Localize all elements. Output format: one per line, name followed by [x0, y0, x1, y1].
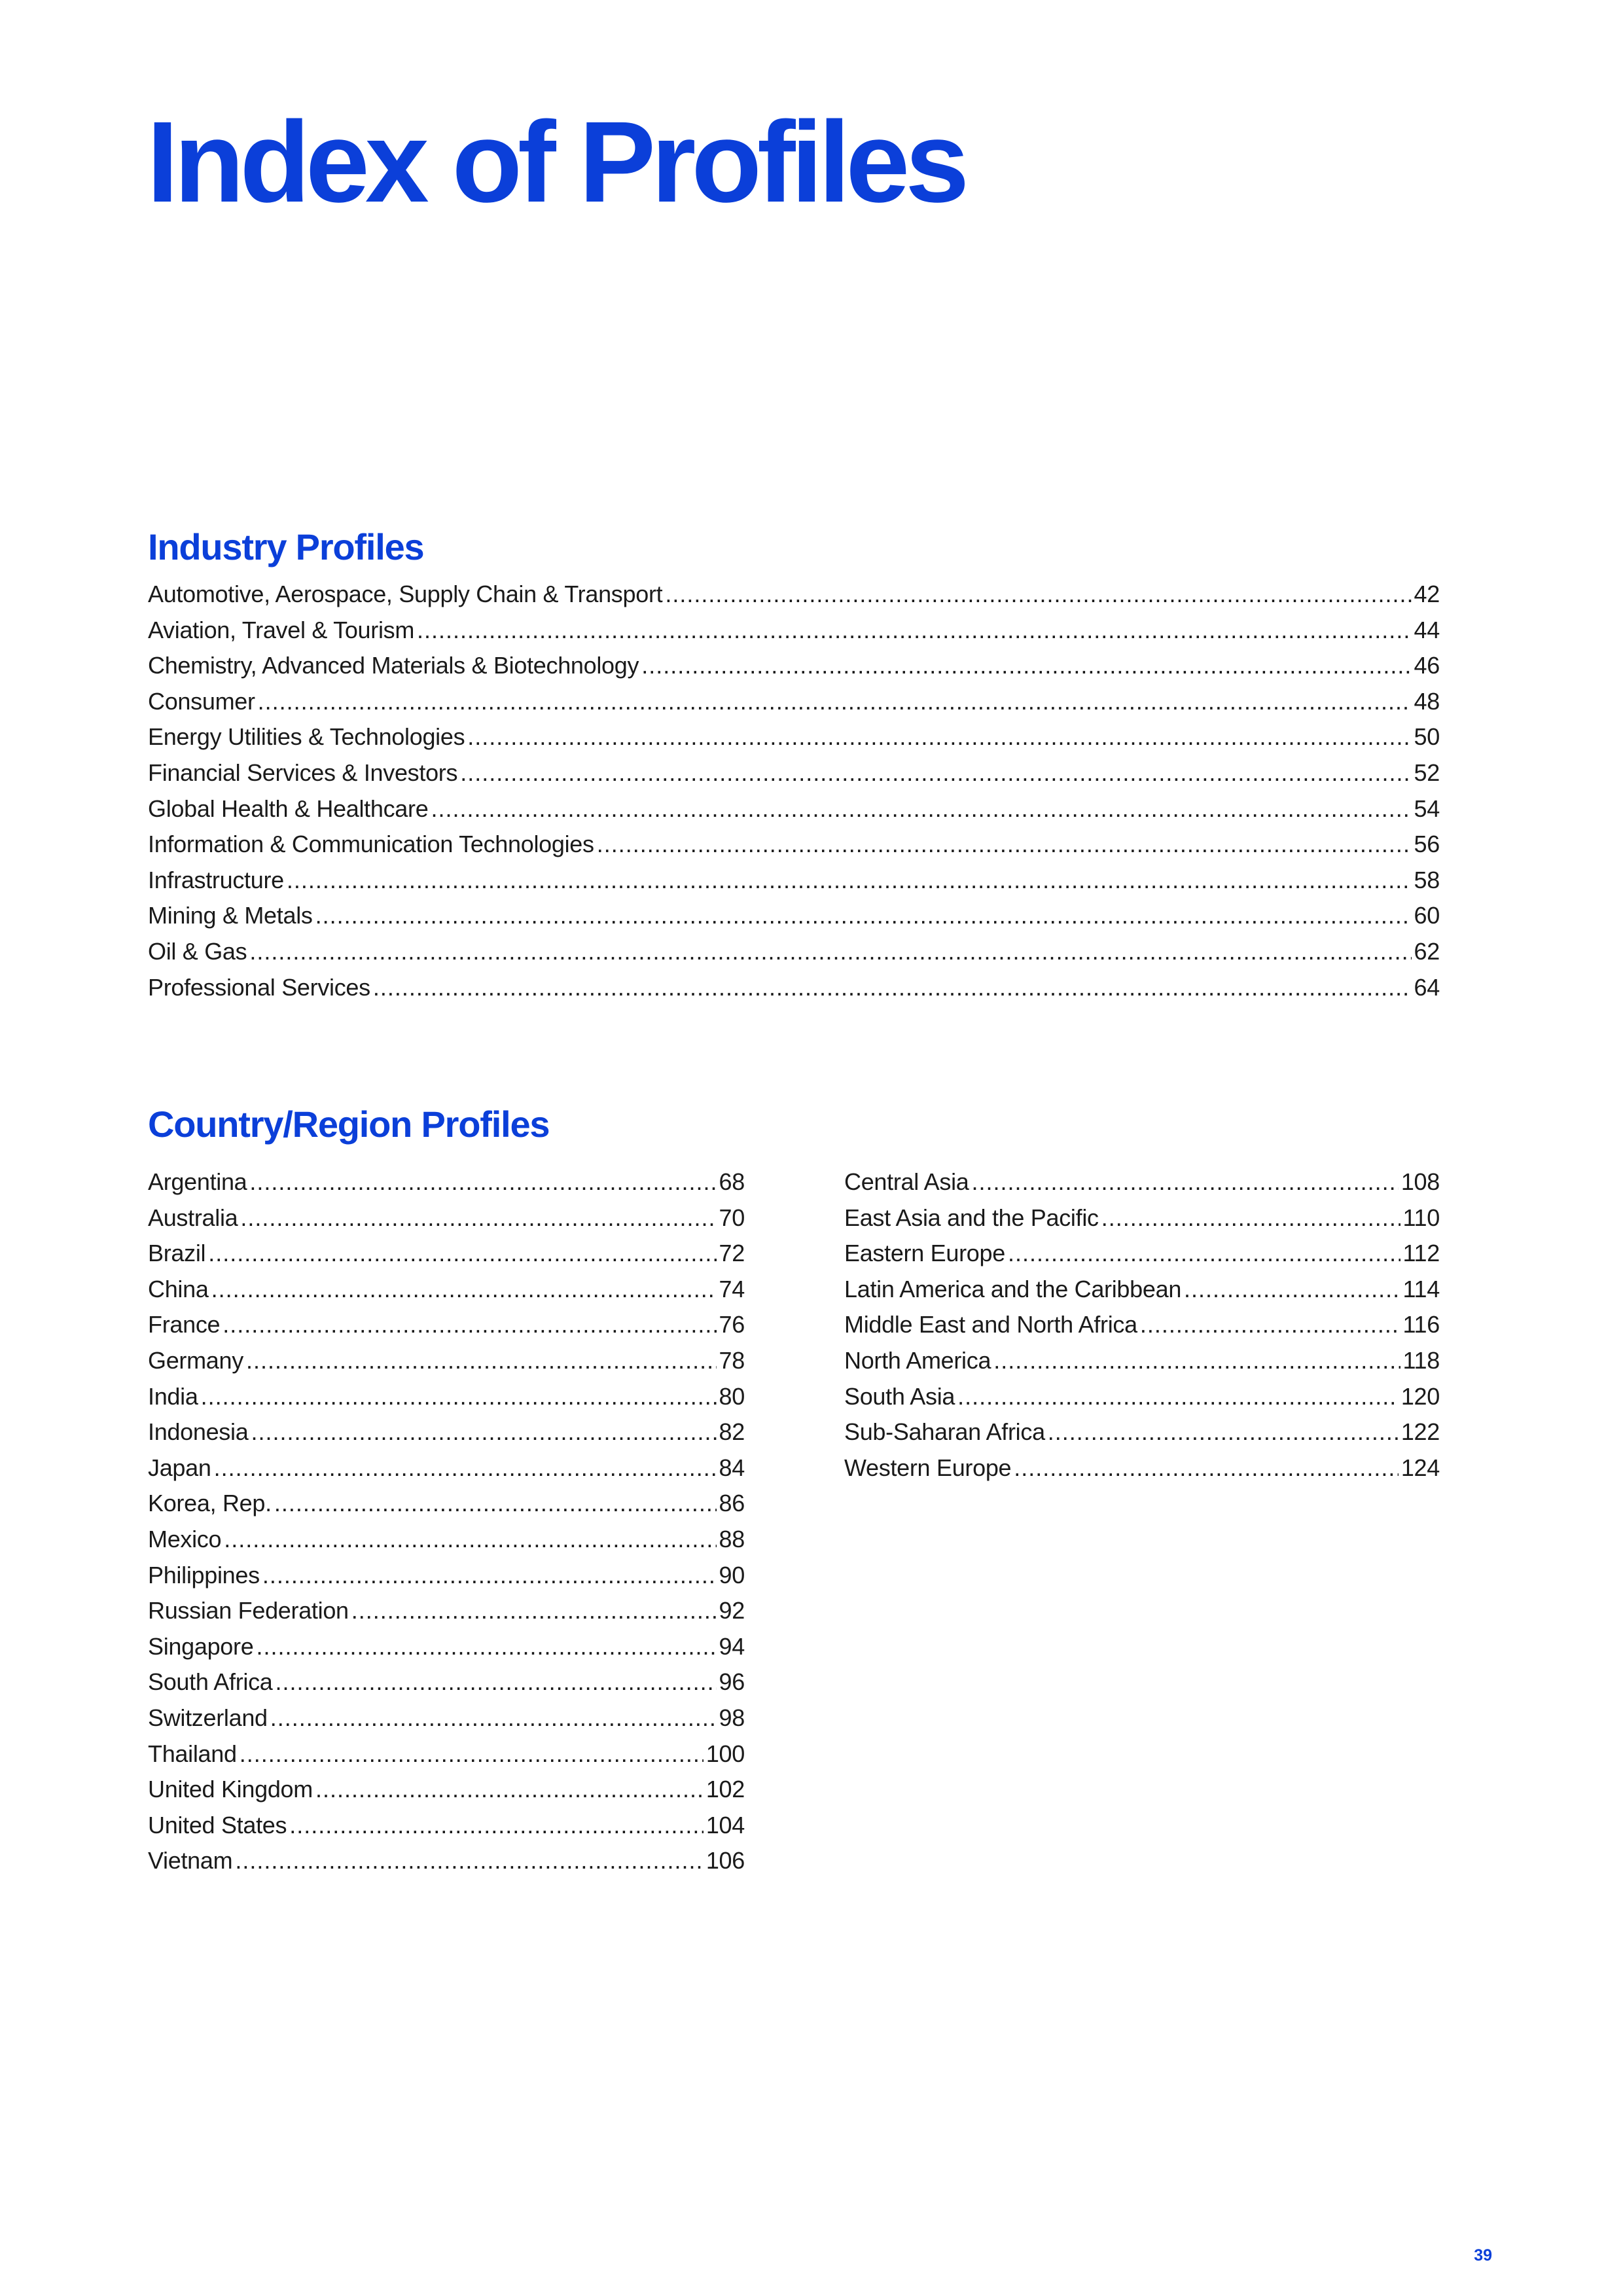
entry-page-number: 72 [719, 1240, 745, 1267]
entry-label: Global Health & Healthcare [148, 795, 429, 822]
entry-page-number: 88 [719, 1525, 745, 1552]
entry-page-number: 76 [719, 1311, 745, 1338]
entry-label: Infrastructure [148, 866, 284, 893]
region-entry[interactable] [844, 1200, 1440, 1236]
entry-label: Singapore [148, 1632, 254, 1660]
entry-page-number: 98 [719, 1704, 745, 1731]
entry-label: Latin America and the Caribbean [844, 1275, 1182, 1302]
entry-page-number: 68 [719, 1168, 745, 1195]
entry-label: North America [844, 1346, 991, 1374]
country-entry[interactable] [148, 1522, 745, 1558]
entry-page-number: 56 [1414, 831, 1440, 858]
dot-leader [315, 1772, 704, 1808]
entry-page-number: 60 [1414, 902, 1440, 929]
industry-entry[interactable] [148, 613, 1440, 649]
entry-page-number: 116 [1402, 1311, 1440, 1338]
entry-label: Western Europe [844, 1454, 1012, 1481]
dot-leader [351, 1593, 717, 1629]
dot-leader [460, 755, 1411, 791]
entry-label: Middle East and North Africa [844, 1311, 1137, 1338]
page-number: 39 [1474, 2246, 1492, 2265]
dot-leader [1014, 1450, 1399, 1486]
entry-page-number: 124 [1400, 1454, 1440, 1481]
entry-label: Switzerland [148, 1704, 268, 1731]
industry-entry[interactable] [148, 577, 1440, 613]
industry-entry[interactable] [148, 863, 1440, 899]
entry-label: Aviation, Travel & Tourism [148, 616, 415, 643]
country-entry[interactable] [148, 1450, 745, 1486]
dot-leader [208, 1236, 716, 1272]
entry-label: Energy Utilities & Technologies [148, 723, 465, 751]
dot-leader [287, 863, 1412, 899]
region-profiles-list [844, 1164, 1440, 1486]
country-entry[interactable] [148, 1808, 745, 1844]
entry-page-number: 62 [1414, 937, 1440, 965]
region-entry[interactable] [844, 1379, 1440, 1415]
entry-label: Germany [148, 1346, 243, 1374]
entry-label: Australia [148, 1204, 238, 1231]
dot-leader [417, 613, 1412, 649]
dot-leader [467, 719, 1411, 755]
entry-label: Korea, Rep. [148, 1490, 272, 1517]
dot-leader [262, 1558, 717, 1594]
industry-profiles-heading: Industry Profiles [148, 526, 424, 567]
country-entry[interactable] [148, 1272, 745, 1308]
industry-entry[interactable] [148, 791, 1440, 827]
entry-page-number: 82 [719, 1418, 745, 1446]
industry-entry[interactable] [148, 755, 1440, 791]
entry-page-number: 42 [1414, 581, 1440, 607]
entry-page-number: 112 [1402, 1240, 1440, 1267]
country-region-profiles-heading: Country/Region Profiles [148, 1103, 550, 1145]
entry-page-number: 90 [719, 1561, 745, 1588]
entry-label: Argentina [148, 1168, 247, 1195]
dot-leader [240, 1200, 716, 1236]
dot-leader [249, 1164, 716, 1200]
entry-page-number: 54 [1414, 795, 1440, 822]
entry-label: Professional Services [148, 973, 370, 1001]
industry-entry[interactable] [148, 648, 1440, 684]
entry-label: Indonesia [148, 1418, 249, 1446]
industry-profiles-list [148, 577, 1440, 1005]
dot-leader [256, 1629, 716, 1665]
dot-leader [235, 1843, 704, 1879]
entry-page-number: 100 [705, 1740, 745, 1767]
entry-page-number: 106 [705, 1847, 745, 1874]
entry-label: Oil & Gas [148, 937, 247, 965]
industry-entry[interactable] [148, 970, 1440, 1006]
entry-page-number: 58 [1414, 866, 1440, 893]
entry-label: Eastern Europe [844, 1240, 1005, 1267]
page-title: Index of Profiles [147, 98, 965, 226]
entry-label: Information & Communication Technologies [148, 831, 594, 858]
country-entry[interactable] [148, 1629, 745, 1665]
region-entry[interactable] [844, 1450, 1440, 1486]
industry-entry[interactable] [148, 684, 1440, 720]
entry-label: Sub-Saharan Africa [844, 1418, 1045, 1446]
entry-page-number: 70 [719, 1204, 745, 1231]
entry-label: South Asia [844, 1382, 955, 1410]
country-entry[interactable] [148, 1343, 745, 1379]
entry-label: Central Asia [844, 1168, 969, 1195]
country-entry[interactable] [148, 1200, 745, 1236]
entry-page-number: 108 [1400, 1168, 1440, 1195]
country-entry[interactable] [148, 1307, 745, 1343]
entry-page-number: 74 [719, 1275, 745, 1302]
dot-leader [223, 1307, 716, 1343]
country-entry[interactable] [148, 1236, 745, 1272]
entry-label: Mining & Metals [148, 902, 313, 929]
country-entry[interactable] [148, 1414, 745, 1450]
country-entry[interactable] [148, 1843, 745, 1879]
industry-entry[interactable] [148, 827, 1440, 863]
entry-page-number: 84 [719, 1454, 745, 1481]
entry-page-number: 122 [1400, 1418, 1440, 1446]
dot-leader [315, 898, 1412, 934]
dot-leader [211, 1272, 717, 1308]
entry-page-number: 102 [705, 1776, 745, 1803]
entry-page-number: 78 [719, 1346, 745, 1374]
dot-leader [1048, 1414, 1399, 1450]
dot-leader [1140, 1307, 1400, 1343]
country-entry[interactable] [148, 1772, 745, 1808]
industry-entry[interactable] [148, 719, 1440, 755]
entry-label: France [148, 1311, 221, 1338]
entry-page-number: 120 [1400, 1382, 1440, 1410]
entry-label: Consumer [148, 687, 255, 715]
industry-entry[interactable] [148, 934, 1440, 970]
dot-leader [1184, 1272, 1400, 1308]
entry-page-number: 46 [1414, 652, 1440, 679]
dot-leader [993, 1343, 1400, 1379]
entry-page-number: 52 [1414, 759, 1440, 786]
country-entry[interactable] [148, 1736, 745, 1772]
entry-label: United Kingdom [148, 1776, 313, 1803]
entry-label: United States [148, 1811, 287, 1839]
dot-leader [274, 1486, 717, 1522]
entry-label: Chemistry, Advanced Materials & Biotechnology [148, 652, 639, 679]
region-entry[interactable] [844, 1414, 1440, 1450]
entry-page-number: 44 [1414, 616, 1440, 643]
country-entry[interactable] [148, 1593, 745, 1629]
entry-page-number: 110 [1402, 1204, 1440, 1231]
entry-page-number: 114 [1402, 1275, 1440, 1302]
entry-page-number: 118 [1402, 1346, 1440, 1374]
entry-label: Japan [148, 1454, 211, 1481]
country-entry[interactable] [148, 1664, 745, 1700]
entry-page-number: 64 [1414, 973, 1440, 1001]
dot-leader [957, 1379, 1399, 1415]
dot-leader [246, 1343, 717, 1379]
dot-leader [258, 684, 1412, 720]
region-entry[interactable] [844, 1164, 1440, 1200]
entry-label: India [148, 1382, 198, 1410]
dot-leader [597, 827, 1412, 863]
entry-label: China [148, 1275, 209, 1302]
dot-leader [972, 1164, 1399, 1200]
region-entry[interactable] [844, 1272, 1440, 1308]
dot-leader [214, 1450, 717, 1486]
country-profiles-list [148, 1164, 745, 1879]
dot-leader [201, 1379, 717, 1415]
dot-leader [1008, 1236, 1400, 1272]
entry-page-number: 48 [1414, 687, 1440, 715]
dot-leader [270, 1700, 717, 1736]
region-entry[interactable] [844, 1343, 1440, 1379]
dot-leader [665, 577, 1411, 613]
entry-page-number: 80 [719, 1382, 745, 1410]
entry-label: Brazil [148, 1240, 206, 1267]
country-entry[interactable] [148, 1486, 745, 1522]
dot-leader [240, 1736, 704, 1772]
country-entry[interactable] [148, 1379, 745, 1415]
industry-entry[interactable] [148, 898, 1440, 934]
entry-label: Thailand [148, 1740, 237, 1767]
entry-label: East Asia and the Pacific [844, 1204, 1099, 1231]
entry-label: Russian Federation [148, 1597, 349, 1624]
entry-page-number: 86 [719, 1490, 745, 1517]
entry-label: Automotive, Aerospace, Supply Chain & Transport [148, 581, 663, 607]
country-entry[interactable] [148, 1700, 745, 1736]
dot-leader [373, 970, 1412, 1006]
entry-label: Vietnam [148, 1847, 233, 1874]
dot-leader [276, 1664, 717, 1700]
dot-leader [249, 934, 1411, 970]
entry-page-number: 96 [719, 1668, 745, 1696]
entry-page-number: 92 [719, 1597, 745, 1624]
entry-page-number: 50 [1414, 723, 1440, 751]
country-entry[interactable] [148, 1164, 745, 1200]
entry-label: Financial Services & Investors [148, 759, 458, 786]
dot-leader [224, 1522, 716, 1558]
region-entry[interactable] [844, 1307, 1440, 1343]
dot-leader [289, 1808, 704, 1844]
entry-label: Mexico [148, 1525, 222, 1552]
entry-label: Philippines [148, 1561, 260, 1588]
dot-leader [641, 648, 1411, 684]
entry-page-number: 104 [705, 1811, 745, 1839]
dot-leader [431, 791, 1411, 827]
dot-leader [251, 1414, 716, 1450]
country-entry[interactable] [148, 1558, 745, 1594]
entry-label: South Africa [148, 1668, 273, 1696]
region-entry[interactable] [844, 1236, 1440, 1272]
dot-leader [1101, 1200, 1400, 1236]
entry-page-number: 94 [719, 1632, 745, 1660]
